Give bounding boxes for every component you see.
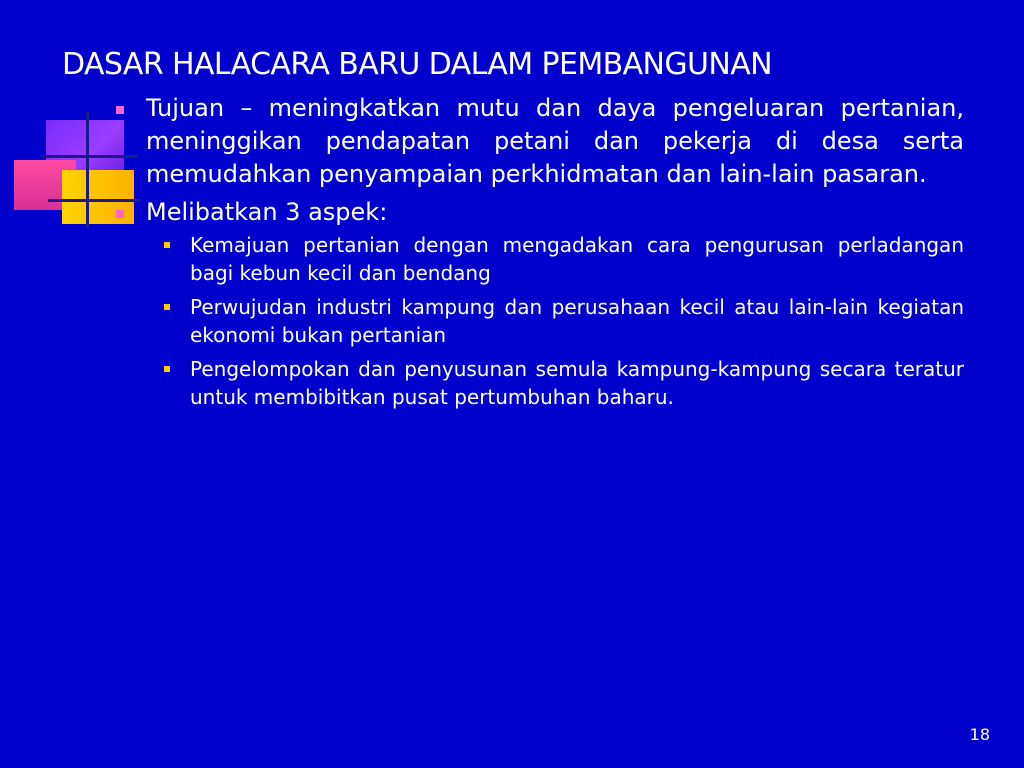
slide-content — [112, 92, 964, 417]
square-bullet-icon — [164, 304, 170, 310]
sub-bullet-text: Perwujudan industri kampung dan perusahaan kecil atau lain-lain kegiatan ekonomi bukan pertanian — [190, 295, 964, 347]
sub-bullet-text: Kemajuan pertanian dengan mengadakan cara pengurusan perladangan bagi kebun kecil dan bendang — [190, 233, 964, 285]
square-bullet-icon — [116, 106, 124, 114]
sub-bullet-item — [144, 231, 964, 287]
square-bullet-icon — [164, 366, 170, 372]
sub-bullet-list — [146, 231, 964, 411]
bullet-item — [112, 196, 964, 411]
bullet-text: Tujuan – meningkatkan mutu dan daya pengeluaran pertanian, meninggikan pendapatan petani dan pekerja di desa serta memudahkan penyampaian perkhidmatan dan lain-lain pasaran. — [146, 94, 964, 188]
slide-title: DASAR HALACARA BARU DALAM PEMBANGUNAN — [62, 47, 773, 82]
bullet-text: Melibatkan 3 aspek: — [146, 198, 388, 226]
bullet-item — [112, 92, 964, 191]
square-bullet-icon — [116, 210, 124, 218]
bullet-list — [112, 92, 964, 411]
sub-bullet-text: Pengelompokan dan penyusunan semula kampung-kampung secara teratur untuk membibitkan pusat pertumbuhan baharu. — [190, 357, 964, 409]
vertical-line-shape — [86, 112, 89, 228]
slide-number: 18 — [969, 725, 990, 744]
square-bullet-icon — [164, 242, 170, 248]
sub-bullet-item — [144, 355, 964, 411]
sub-bullet-item — [144, 293, 964, 349]
